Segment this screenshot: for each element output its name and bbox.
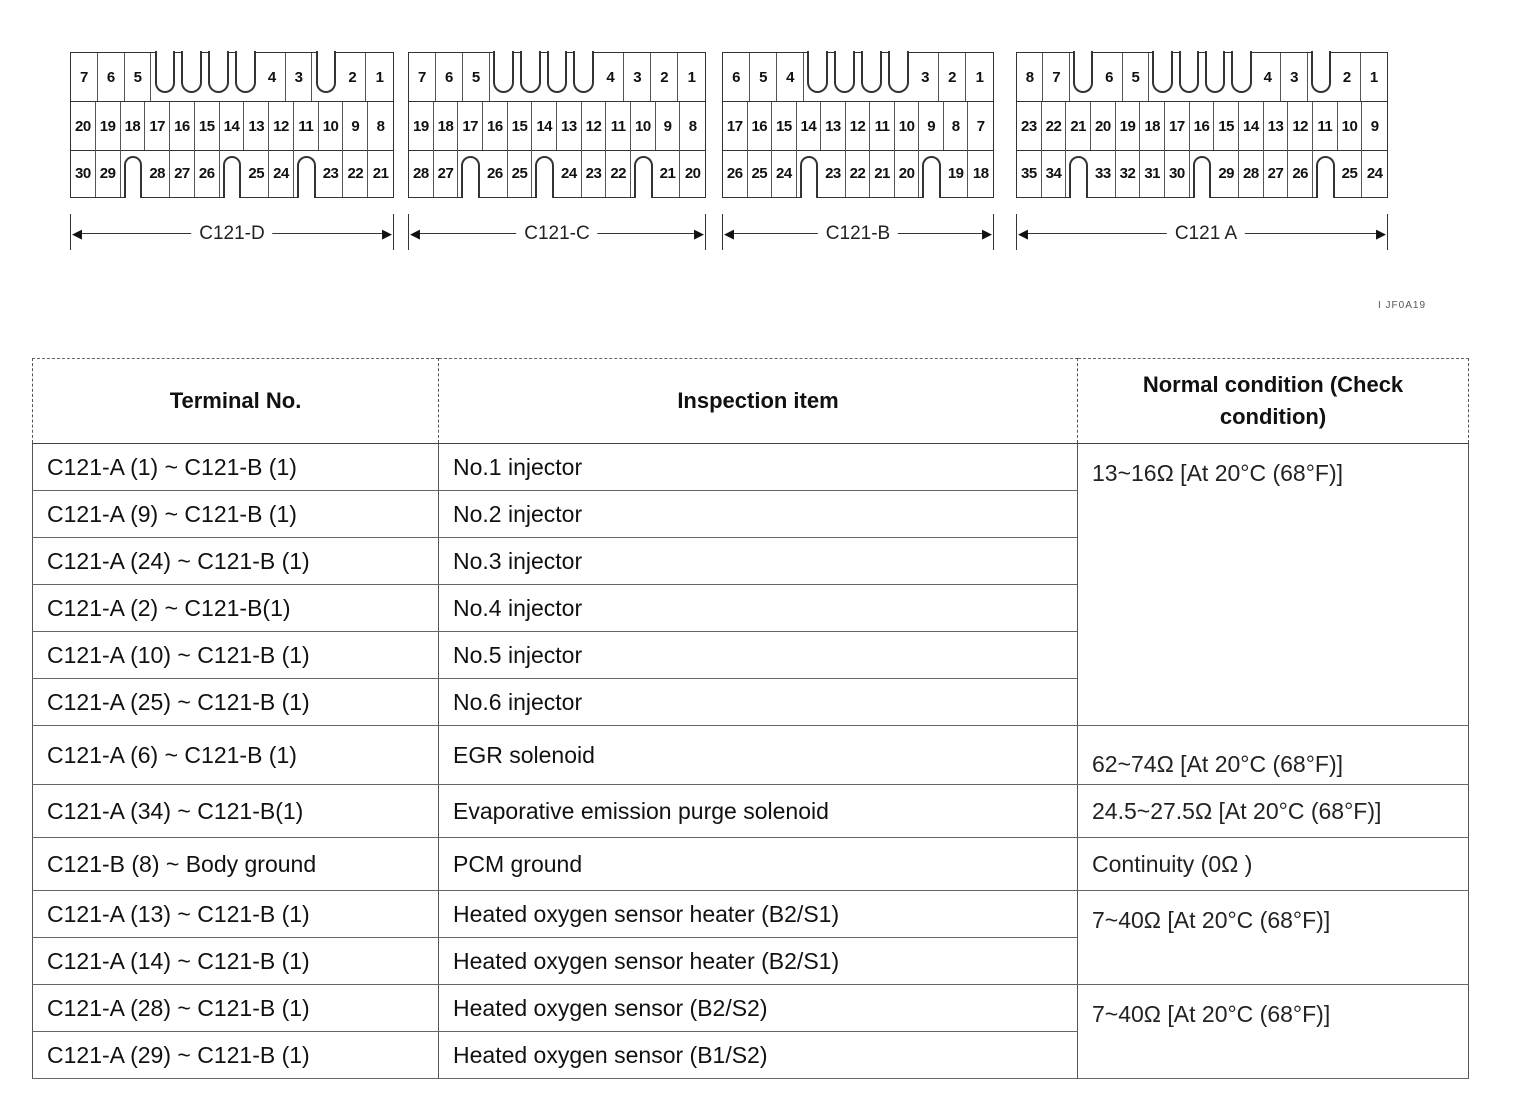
table-header-row bbox=[33, 359, 1469, 444]
pin-number: 4 bbox=[1255, 53, 1281, 101]
connector-label: C121-D bbox=[191, 223, 272, 245]
pin-number: 20 bbox=[1091, 102, 1116, 150]
connector-label: C121-B bbox=[818, 223, 898, 245]
dimension-c121-b: ◀ ▶ C121-B bbox=[722, 214, 994, 254]
pin-number: 11 bbox=[606, 102, 631, 150]
header-inspection-item: Inspection item bbox=[439, 359, 1078, 444]
terminal-cell: C121-A (14) ~ C121-B (1) bbox=[33, 938, 439, 985]
pin-number: 34 bbox=[1042, 149, 1067, 197]
table-row bbox=[33, 444, 1469, 491]
condition-purge: 24.5~27.5Ω [At 20°C (68°F)] bbox=[1078, 785, 1469, 838]
connector-c121-a bbox=[1016, 52, 1388, 198]
pin-number: 20 bbox=[684, 164, 701, 182]
pin-number: 19 bbox=[1116, 102, 1141, 150]
pin-number: 26 bbox=[1288, 149, 1313, 197]
pin-number: 3 bbox=[624, 53, 651, 101]
key-slot bbox=[297, 156, 316, 198]
pin-number: 3 bbox=[912, 53, 939, 101]
pin-number: 15 bbox=[772, 102, 797, 150]
key-slot bbox=[1073, 51, 1093, 93]
pin-number: 3 bbox=[286, 53, 313, 101]
key-slot bbox=[1316, 156, 1335, 198]
connector-c121-b bbox=[722, 52, 994, 198]
pin-number: 23 bbox=[821, 149, 846, 197]
terminal-cell: C121-A (34) ~ C121-B(1) bbox=[33, 785, 439, 838]
table-row bbox=[33, 838, 1469, 891]
key-slot bbox=[155, 51, 176, 93]
header-terminal: Terminal No. bbox=[33, 359, 439, 444]
key-slot bbox=[547, 51, 568, 93]
pin-number: 25 bbox=[1338, 149, 1363, 197]
item-cell: Heated oxygen sensor heater (B2/S1) bbox=[439, 891, 1078, 938]
pin-number: 9 bbox=[1370, 117, 1379, 135]
pin-number: 2 bbox=[939, 53, 966, 101]
pin-number: 13 bbox=[557, 102, 582, 150]
pin-number: 4 bbox=[777, 53, 804, 101]
pin-number: 25 bbox=[244, 149, 269, 197]
key-slot bbox=[461, 156, 480, 198]
item-cell: No.1 injector bbox=[439, 444, 1078, 491]
key-slot bbox=[634, 156, 653, 198]
pin-number: 18 bbox=[1140, 102, 1165, 150]
condition-ground: Continuity (0Ω ) bbox=[1078, 838, 1469, 891]
pin-number: 15 bbox=[1214, 102, 1239, 150]
pin-number: 10 bbox=[895, 102, 920, 150]
pin-number: 27 bbox=[1264, 149, 1289, 197]
key-slot bbox=[1069, 156, 1088, 198]
pin-number: 26 bbox=[483, 149, 508, 197]
pin-number: 17 bbox=[723, 102, 748, 150]
terminal-cell: C121-A (6) ~ C121-B (1) bbox=[33, 726, 439, 785]
pin-number: 26 bbox=[723, 149, 748, 197]
pin-number: 24 bbox=[269, 149, 294, 197]
pin-number: 2 bbox=[339, 53, 366, 101]
table-row bbox=[33, 785, 1469, 838]
pin-number: 24 bbox=[557, 149, 582, 197]
key-slot bbox=[316, 51, 337, 93]
pin-number: 22 bbox=[846, 149, 871, 197]
pin-number: 19 bbox=[409, 102, 434, 150]
condition-injectors: 13~16Ω [At 20°C (68°F)] bbox=[1078, 444, 1469, 726]
key-slot bbox=[208, 51, 229, 93]
pin-number: 14 bbox=[797, 102, 822, 150]
pin-number: 11 bbox=[1313, 102, 1338, 150]
terminal-cell: C121-A (24) ~ C121-B (1) bbox=[33, 538, 439, 585]
pin-number: 6 bbox=[723, 53, 750, 101]
pin-number: 23 bbox=[319, 149, 344, 197]
pin-number: 10 bbox=[319, 102, 344, 150]
pin-row bbox=[409, 149, 705, 197]
pin-row bbox=[723, 53, 993, 101]
terminal-cell: C121-A (28) ~ C121-B (1) bbox=[33, 985, 439, 1032]
item-cell: Heated oxygen sensor heater (B2/S1) bbox=[439, 938, 1078, 985]
pin-number: 8 bbox=[376, 117, 385, 135]
pin-number: 4 bbox=[259, 53, 286, 101]
pin-row bbox=[723, 149, 993, 197]
pin-number: 13 bbox=[1264, 102, 1289, 150]
key-slot bbox=[922, 156, 941, 198]
key-slot bbox=[535, 156, 554, 198]
key-slot bbox=[888, 51, 909, 93]
pin-number: 21 bbox=[1066, 102, 1091, 150]
pin-number: 14 bbox=[220, 102, 245, 150]
pin-number: 27 bbox=[434, 149, 459, 197]
key-slot bbox=[807, 51, 828, 93]
pin-number: 23 bbox=[582, 149, 607, 197]
pin-number: 20 bbox=[895, 149, 920, 197]
pin-number: 6 bbox=[436, 53, 463, 101]
pin-number: 14 bbox=[532, 102, 557, 150]
pin-number: 22 bbox=[1042, 102, 1067, 150]
pin-number: 24 bbox=[1366, 164, 1383, 182]
pin-number: 8 bbox=[1017, 53, 1043, 101]
pin-number: 1 bbox=[375, 68, 384, 86]
pin-number: 21 bbox=[656, 149, 681, 197]
terminal-cell: C121-A (25) ~ C121-B (1) bbox=[33, 679, 439, 726]
item-cell: Heated oxygen sensor (B2/S2) bbox=[439, 985, 1078, 1032]
terminal-cell: C121-A (13) ~ C121-B (1) bbox=[33, 891, 439, 938]
item-cell: No.2 injector bbox=[439, 491, 1078, 538]
key-slot bbox=[1311, 51, 1331, 93]
connector-label: C121-C bbox=[516, 223, 597, 245]
item-cell: No.4 injector bbox=[439, 585, 1078, 632]
pin-number: 13 bbox=[821, 102, 846, 150]
pin-number: 25 bbox=[508, 149, 533, 197]
pin-number: 22 bbox=[343, 149, 368, 197]
connector-c121-d bbox=[70, 52, 394, 198]
pin-number: 5 bbox=[125, 53, 152, 101]
pin-number: 26 bbox=[195, 149, 220, 197]
pin-number: 8 bbox=[688, 117, 697, 135]
key-slot bbox=[1152, 51, 1172, 93]
item-cell: PCM ground bbox=[439, 838, 1078, 891]
header-condition-line-2: condition) bbox=[1219, 404, 1327, 429]
dimension-c121-d: ◀ ▶ C121-D bbox=[70, 214, 394, 254]
key-slot bbox=[223, 156, 242, 198]
pin-number: 16 bbox=[483, 102, 508, 150]
pin-number: 12 bbox=[846, 102, 871, 150]
terminal-cell: C121-B (8) ~ Body ground bbox=[33, 838, 439, 891]
key-slot bbox=[493, 51, 514, 93]
pin-number: 7 bbox=[409, 53, 436, 101]
pin-number: 17 bbox=[145, 102, 170, 150]
key-slot bbox=[861, 51, 882, 93]
condition-egr: 62~74Ω [At 20°C (68°F)] bbox=[1078, 726, 1469, 785]
pin-number: 21 bbox=[372, 164, 389, 182]
pin-number: 33 bbox=[1091, 149, 1116, 197]
figure-code: I JF0A19 bbox=[1378, 300, 1427, 311]
pin-row bbox=[1017, 53, 1387, 101]
pin-number: 16 bbox=[170, 102, 195, 150]
dimension-c121-c: ◀ ▶ C121-C bbox=[408, 214, 706, 254]
pin-number: 7 bbox=[71, 53, 98, 101]
pin-number: 11 bbox=[870, 102, 895, 150]
item-cell: No.3 injector bbox=[439, 538, 1078, 585]
pin-number: 18 bbox=[972, 164, 989, 182]
key-slot bbox=[1231, 51, 1251, 93]
pin-number: 21 bbox=[870, 149, 895, 197]
pin-row bbox=[71, 149, 393, 197]
key-slot bbox=[124, 156, 143, 198]
pin-number: 17 bbox=[458, 102, 483, 150]
key-slot bbox=[1179, 51, 1199, 93]
pin-number: 3 bbox=[1281, 53, 1307, 101]
terminal-cell: C121-A (9) ~ C121-B (1) bbox=[33, 491, 439, 538]
table-row bbox=[33, 891, 1469, 938]
pin-number: 9 bbox=[343, 102, 368, 150]
pin-number: 28 bbox=[145, 149, 170, 197]
item-cell: No.5 injector bbox=[439, 632, 1078, 679]
pin-number: 24 bbox=[772, 149, 797, 197]
key-slot bbox=[520, 51, 541, 93]
condition-sensor: 7~40Ω [At 20°C (68°F)] bbox=[1078, 985, 1469, 1079]
pin-number: 10 bbox=[631, 102, 656, 150]
inspection-table bbox=[32, 358, 1469, 1079]
key-slot bbox=[573, 51, 594, 93]
pin-number: 6 bbox=[98, 53, 125, 101]
pin-number: 1 bbox=[1369, 68, 1378, 86]
pin-number: 2 bbox=[1334, 53, 1360, 101]
pin-number: 7 bbox=[976, 117, 985, 135]
pin-number: 27 bbox=[170, 149, 195, 197]
pin-number: 16 bbox=[748, 102, 773, 150]
pin-number: 31 bbox=[1140, 149, 1165, 197]
pin-number: 12 bbox=[1288, 102, 1313, 150]
terminal-cell: C121-A (10) ~ C121-B (1) bbox=[33, 632, 439, 679]
pin-row bbox=[409, 53, 705, 101]
pin-number: 15 bbox=[195, 102, 220, 150]
terminal-cell: C121-A (1) ~ C121-B (1) bbox=[33, 444, 439, 491]
pin-number: 14 bbox=[1239, 102, 1264, 150]
key-slot bbox=[1205, 51, 1225, 93]
pin-number: 9 bbox=[656, 102, 681, 150]
pin-number: 12 bbox=[582, 102, 607, 150]
key-slot bbox=[834, 51, 855, 93]
key-slot bbox=[800, 156, 819, 198]
table-row bbox=[33, 726, 1469, 785]
pin-number: 18 bbox=[121, 102, 146, 150]
pin-row bbox=[71, 101, 393, 151]
key-slot bbox=[235, 51, 256, 93]
pin-number: 9 bbox=[919, 102, 944, 150]
item-cell: Evaporative emission purge solenoid bbox=[439, 785, 1078, 838]
pin-number: 2 bbox=[651, 53, 678, 101]
pin-number: 5 bbox=[463, 53, 490, 101]
pin-number: 17 bbox=[1165, 102, 1190, 150]
header-normal-condition bbox=[1078, 359, 1469, 444]
pin-number: 19 bbox=[944, 149, 969, 197]
pin-number: 29 bbox=[1214, 149, 1239, 197]
item-cell: No.6 injector bbox=[439, 679, 1078, 726]
pin-number: 16 bbox=[1190, 102, 1215, 150]
pin-number: 6 bbox=[1096, 53, 1122, 101]
pin-row bbox=[723, 101, 993, 151]
table-row bbox=[33, 985, 1469, 1032]
pin-number: 23 bbox=[1017, 102, 1042, 150]
pin-number: 30 bbox=[1165, 149, 1190, 197]
pin-number: 28 bbox=[1239, 149, 1264, 197]
condition-heater: 7~40Ω [At 20°C (68°F)] bbox=[1078, 891, 1469, 985]
pin-number: 10 bbox=[1338, 102, 1363, 150]
pin-number: 8 bbox=[944, 102, 969, 150]
pin-number: 4 bbox=[597, 53, 624, 101]
pin-number: 22 bbox=[606, 149, 631, 197]
pin-row bbox=[71, 53, 393, 101]
connector-c121-c bbox=[408, 52, 706, 198]
pin-number: 30 bbox=[71, 149, 96, 197]
pin-number: 29 bbox=[96, 149, 121, 197]
pin-number: 5 bbox=[1123, 53, 1149, 101]
pin-number: 35 bbox=[1017, 149, 1042, 197]
pin-row bbox=[1017, 101, 1387, 151]
pin-number: 28 bbox=[409, 149, 434, 197]
pin-number: 13 bbox=[244, 102, 269, 150]
pin-number: 5 bbox=[750, 53, 777, 101]
item-cell: Heated oxygen sensor (B1/S2) bbox=[439, 1032, 1078, 1079]
pin-number: 11 bbox=[294, 102, 319, 150]
header-condition-line-1: Normal condition (Check bbox=[1142, 372, 1404, 397]
pin-number: 7 bbox=[1043, 53, 1069, 101]
pin-number: 25 bbox=[748, 149, 773, 197]
terminal-cell: C121-A (29) ~ C121-B (1) bbox=[33, 1032, 439, 1079]
item-cell: EGR solenoid bbox=[439, 726, 1078, 785]
pin-number: 15 bbox=[508, 102, 533, 150]
key-slot bbox=[1193, 156, 1212, 198]
pin-number: 18 bbox=[434, 102, 459, 150]
terminal-cell: C121-A (2) ~ C121-B(1) bbox=[33, 585, 439, 632]
pin-number: 1 bbox=[687, 68, 696, 86]
pin-row bbox=[409, 101, 705, 151]
pin-number: 19 bbox=[96, 102, 121, 150]
connector-label: C121 A bbox=[1167, 223, 1245, 245]
pin-number: 1 bbox=[975, 68, 984, 86]
pin-number: 20 bbox=[71, 102, 96, 150]
key-slot bbox=[181, 51, 202, 93]
pin-row bbox=[1017, 149, 1387, 197]
pin-number: 12 bbox=[269, 102, 294, 150]
pin-number: 32 bbox=[1116, 149, 1141, 197]
dimension-c121-a: ◀ ▶ C121 A bbox=[1016, 214, 1388, 254]
